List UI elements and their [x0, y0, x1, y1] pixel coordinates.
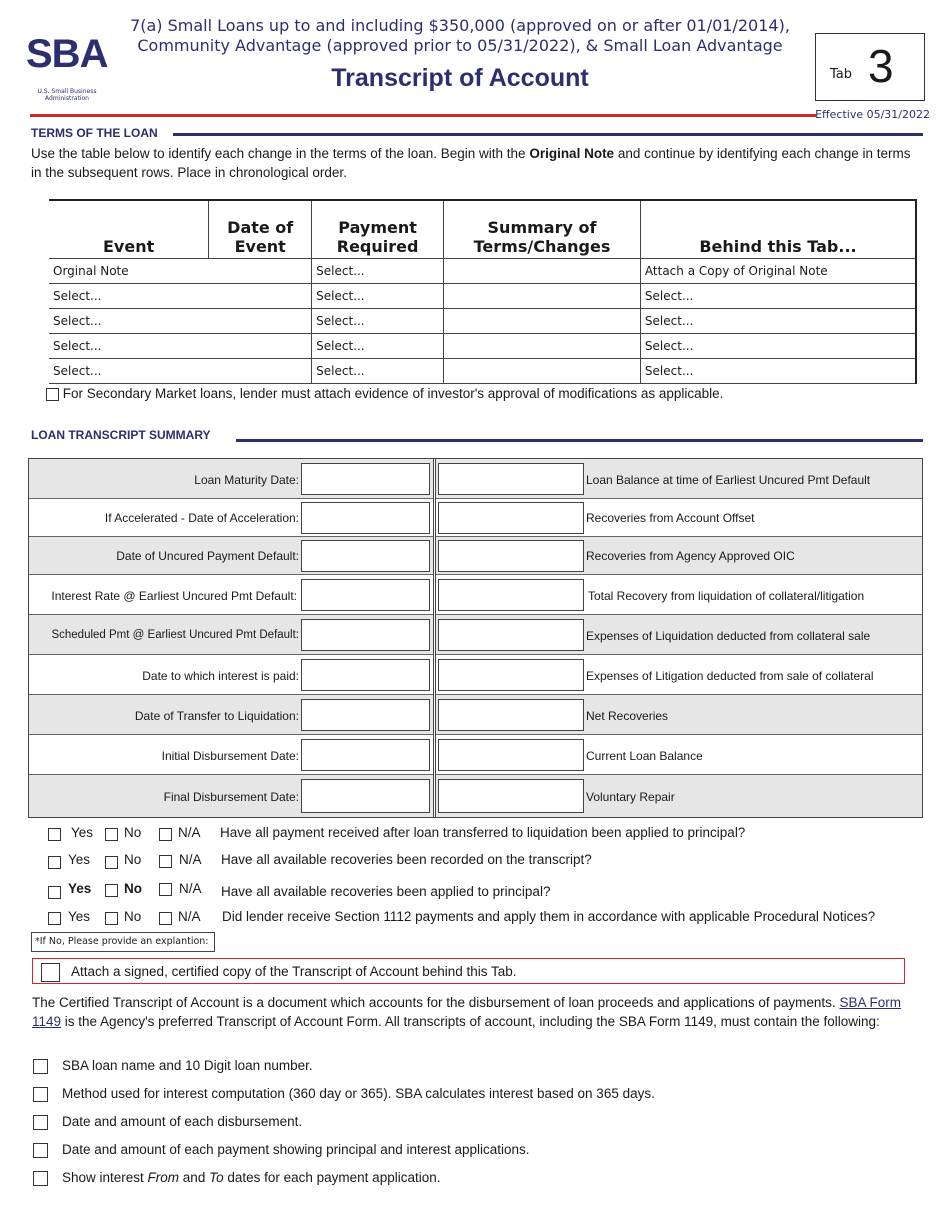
no-checkbox[interactable] — [105, 828, 118, 841]
checklist-checkbox[interactable] — [33, 1115, 48, 1130]
payment-select[interactable]: Select... — [312, 259, 444, 284]
attach-note-text: Attach a signed, certified copy of the Transcript of Account behind this Tab. — [71, 964, 517, 979]
summary-grid — [28, 458, 923, 818]
no-label: No — [124, 852, 142, 867]
yes-checkbox[interactable] — [48, 912, 61, 925]
explanation-field[interactable] — [31, 932, 215, 952]
checklist-checkbox[interactable] — [33, 1059, 48, 1074]
summary-field[interactable] — [444, 359, 641, 384]
col-header-summary: Summary of Terms/Changes — [444, 200, 641, 259]
summary-row — [29, 775, 922, 817]
summary-field[interactable] — [444, 334, 641, 359]
summary-left-label: Date of Uncured Payment Default: — [116, 549, 299, 563]
date-field[interactable] — [209, 359, 312, 384]
summary-section-title: LOAN TRANSCRIPT SUMMARY — [31, 428, 211, 442]
summary-right-label: Expenses of Litigation deducted from sale of collateral — [586, 669, 874, 683]
summary-column-divider — [433, 459, 436, 817]
behind-select[interactable]: Select... — [640, 359, 916, 384]
checklist-item — [33, 1170, 440, 1186]
behind-select[interactable]: Select... — [640, 309, 916, 334]
question-row — [46, 852, 946, 870]
summary-section-rule — [236, 439, 923, 442]
summary-row — [29, 735, 922, 775]
summary-row — [29, 459, 922, 499]
na-label: N/A — [178, 825, 201, 840]
summary-right-label: Net Recoveries — [586, 709, 669, 723]
page-title: Transcript of Account — [331, 64, 589, 92]
table-row — [49, 334, 916, 359]
na-checkbox[interactable] — [159, 883, 172, 896]
yes-label: Yes — [68, 881, 92, 896]
question-text: Have all available recoveries been applied to principal? — [221, 884, 551, 899]
summary-left-label: Scheduled Pmt @ Earliest Uncured Pmt Default: — [51, 629, 299, 641]
summary-row — [29, 575, 922, 615]
payment-select[interactable]: Select... — [312, 359, 444, 384]
date-field[interactable] — [209, 284, 312, 309]
yes-checkbox[interactable] — [48, 856, 61, 869]
table-row — [49, 359, 916, 384]
logo-subtext: U.S. Small Business Administration — [37, 88, 97, 102]
yes-label: Yes — [68, 852, 91, 867]
no-label: No — [124, 881, 142, 896]
summary-row — [29, 537, 922, 575]
certified-text-a: The Certified Transcript of Account is a document which accounts for the disbursement of loan proceeds and applications of payments. — [32, 995, 836, 1010]
na-checkbox[interactable] — [159, 855, 172, 868]
date-field[interactable] — [209, 259, 312, 284]
table-row — [49, 309, 916, 334]
col-header-behind: Behind this Tab... — [640, 200, 916, 259]
question-text: Have all payment received after loan transferred to liquidation been applied to principal? — [220, 825, 746, 840]
summary-left-field[interactable] — [301, 502, 430, 534]
summary-left-label: Date of Transfer to Liquidation: — [134, 709, 299, 723]
behind-select[interactable]: Select... — [640, 284, 916, 309]
terms-section-title: TERMS OF THE LOAN — [31, 126, 158, 140]
attach-note-box — [32, 958, 905, 984]
summary-left-label: Date to which interest is paid: — [142, 669, 299, 683]
tab-number: 3 — [868, 40, 894, 92]
na-label: N/A — [179, 881, 202, 896]
summary-left-field[interactable] — [301, 739, 430, 771]
subtitle-line-2: Community Advantage (approved prior to 05/31/2022), & Small Loan Advantage — [137, 36, 783, 55]
terms-intro-text-b: and continue by identifying each change in terms in the subsequent rows. Place in chronological order. — [31, 146, 911, 180]
payment-select[interactable]: Select... — [312, 334, 444, 359]
summary-right-label: Loan Balance at time of Earliest Uncured Pmt Default — [586, 473, 871, 487]
no-checkbox[interactable] — [105, 884, 118, 897]
summary-row — [29, 615, 922, 655]
certified-paragraph — [32, 993, 917, 1031]
event-select[interactable]: Select... — [49, 359, 209, 384]
logo-text: SBA — [26, 32, 108, 76]
summary-right-field[interactable] — [438, 659, 584, 691]
summary-left-field[interactable] — [301, 579, 430, 611]
date-field[interactable] — [209, 334, 312, 359]
no-checkbox[interactable] — [105, 856, 118, 869]
summary-right-label: Total Recovery from liquidation of collateral/litigation — [588, 589, 865, 603]
na-checkbox[interactable] — [159, 828, 172, 841]
summary-left-field[interactable] — [301, 619, 430, 651]
summary-right-label: Expenses of Liquidation deducted from collateral sale — [586, 629, 871, 643]
summary-right-label: Recoveries from Agency Approved OIC — [586, 549, 795, 563]
checklist-item — [33, 1114, 302, 1130]
summary-right-field[interactable] — [438, 699, 584, 731]
sba-logo — [26, 18, 108, 108]
na-label: N/A — [179, 852, 202, 867]
secondary-market-label: For Secondary Market loans, lender must attach evidence of investor's approval of modifications as applicable. — [62, 386, 724, 401]
summary-right-field[interactable] — [438, 502, 584, 534]
form-subtitle — [120, 16, 800, 56]
date-field[interactable] — [209, 309, 312, 334]
summary-field[interactable] — [444, 259, 641, 284]
table-row — [49, 259, 916, 284]
summary-left-label: Loan Maturity Date: — [194, 473, 299, 487]
summary-right-label: Voluntary Repair — [586, 790, 675, 804]
checklist-label: Method used for interest computation (360 day or 365). SBA calculates interest based on 365 days. — [62, 1086, 655, 1101]
summary-left-field[interactable] — [301, 659, 430, 691]
question-row — [46, 881, 946, 899]
yes-label: Yes — [71, 825, 94, 840]
summary-right-field[interactable] — [438, 739, 584, 771]
terms-section-rule — [173, 133, 923, 136]
summary-row — [29, 695, 922, 735]
yes-label: Yes — [68, 909, 91, 924]
summary-right-field[interactable] — [438, 540, 584, 572]
no-label: No — [124, 825, 142, 840]
na-label: N/A — [178, 909, 201, 924]
yes-checkbox[interactable] — [48, 828, 61, 841]
summary-field[interactable] — [444, 309, 641, 334]
checklist-item — [33, 1058, 313, 1074]
question-text: Have all available recoveries been recorded on the transcript? — [221, 852, 592, 867]
summary-left-label: Interest Rate @ Earliest Uncured Pmt Default: — [51, 589, 297, 603]
checklist-label: Show interest From and To dates for each payment application. — [62, 1170, 441, 1185]
summary-right-label: Recoveries from Account Offset — [586, 511, 755, 525]
event-select[interactable]: Select... — [49, 334, 209, 359]
payment-select[interactable]: Select... — [312, 309, 444, 334]
checklist-label: SBA loan name and 10 Digit loan number. — [62, 1058, 313, 1073]
event-select[interactable]: Orginal Note — [49, 259, 209, 284]
no-label: No — [124, 909, 142, 924]
subtitle-line-1: 7(a) Small Loans up to and including $350,000 (approved on or after 01/01/2014), — [130, 16, 790, 35]
attach-checkbox[interactable] — [41, 963, 60, 982]
summary-left-field[interactable] — [301, 463, 430, 495]
behind-select[interactable]: Attach a Copy of Original Note — [640, 259, 916, 284]
tab-box — [815, 33, 925, 101]
summary-right-field[interactable] — [438, 463, 584, 495]
summary-left-field[interactable] — [301, 779, 430, 813]
secondary-market-checkbox[interactable] — [46, 388, 59, 401]
question-row — [46, 909, 946, 927]
summary-right-label: Current Loan Balance — [586, 749, 703, 763]
checklist-item — [33, 1142, 530, 1158]
terms-intro-bold: Original Note — [529, 146, 615, 161]
checklist-checkbox[interactable] — [33, 1171, 48, 1186]
summary-left-label: Initial Disbursement Date: — [161, 749, 299, 763]
behind-select[interactable]: Select... — [640, 334, 916, 359]
tab-label: Tab — [830, 67, 853, 82]
payment-select[interactable]: Select... — [312, 284, 444, 309]
effective-date: Effective 05/31/2022 — [815, 108, 930, 121]
checklist-item — [33, 1086, 655, 1102]
no-checkbox[interactable] — [105, 912, 118, 925]
na-checkbox[interactable] — [159, 912, 172, 925]
summary-right-field[interactable] — [438, 619, 584, 651]
checklist-label: Date and amount of each payment showing principal and interest applications. — [62, 1142, 530, 1157]
question-row — [46, 825, 946, 843]
checklist-label: Date and amount of each disbursement. — [62, 1114, 303, 1129]
terms-table — [49, 199, 917, 384]
summary-row — [29, 499, 922, 537]
table-row — [49, 284, 916, 309]
header-divider — [30, 114, 816, 117]
summary-field[interactable] — [444, 284, 641, 309]
summary-left-label: Final Disbursement Date: — [163, 790, 299, 804]
summary-right-field[interactable] — [438, 779, 584, 813]
summary-left-field[interactable] — [301, 699, 430, 731]
terms-header-row — [49, 200, 916, 259]
summary-right-field[interactable] — [438, 579, 584, 611]
col-header-payment: Payment Required — [312, 200, 444, 259]
question-text: Did lender receive Section 1112 payments and apply them in accordance with applicable Procedural Notices? — [222, 909, 876, 924]
yes-checkbox[interactable] — [48, 886, 61, 899]
col-header-event: Event — [49, 200, 209, 259]
summary-left-label: If Accelerated - Date of Acceleration: — [104, 511, 299, 525]
summary-row — [29, 655, 922, 695]
secondary-market-row — [46, 384, 723, 403]
sba-form-1149-link[interactable]: SBA Form 1149 — [32, 995, 901, 1029]
certified-text-b: is the Agency's preferred Transcript of Account Form. All transcripts of account, including the SBA Form 1149, must contain the following: — [61, 1014, 880, 1029]
event-select[interactable]: Select... — [49, 284, 209, 309]
terms-intro — [31, 144, 911, 182]
checklist-checkbox[interactable] — [33, 1143, 48, 1158]
checklist-checkbox[interactable] — [33, 1087, 48, 1102]
explanation-label: *If No, Please provide an explantion: — [35, 936, 209, 947]
terms-intro-text-a: Use the table below to identify each change in the terms of the loan. Begin with the — [31, 146, 530, 161]
col-header-date: Date of Event — [209, 200, 312, 259]
summary-left-field[interactable] — [301, 540, 430, 572]
event-select[interactable]: Select... — [49, 309, 209, 334]
